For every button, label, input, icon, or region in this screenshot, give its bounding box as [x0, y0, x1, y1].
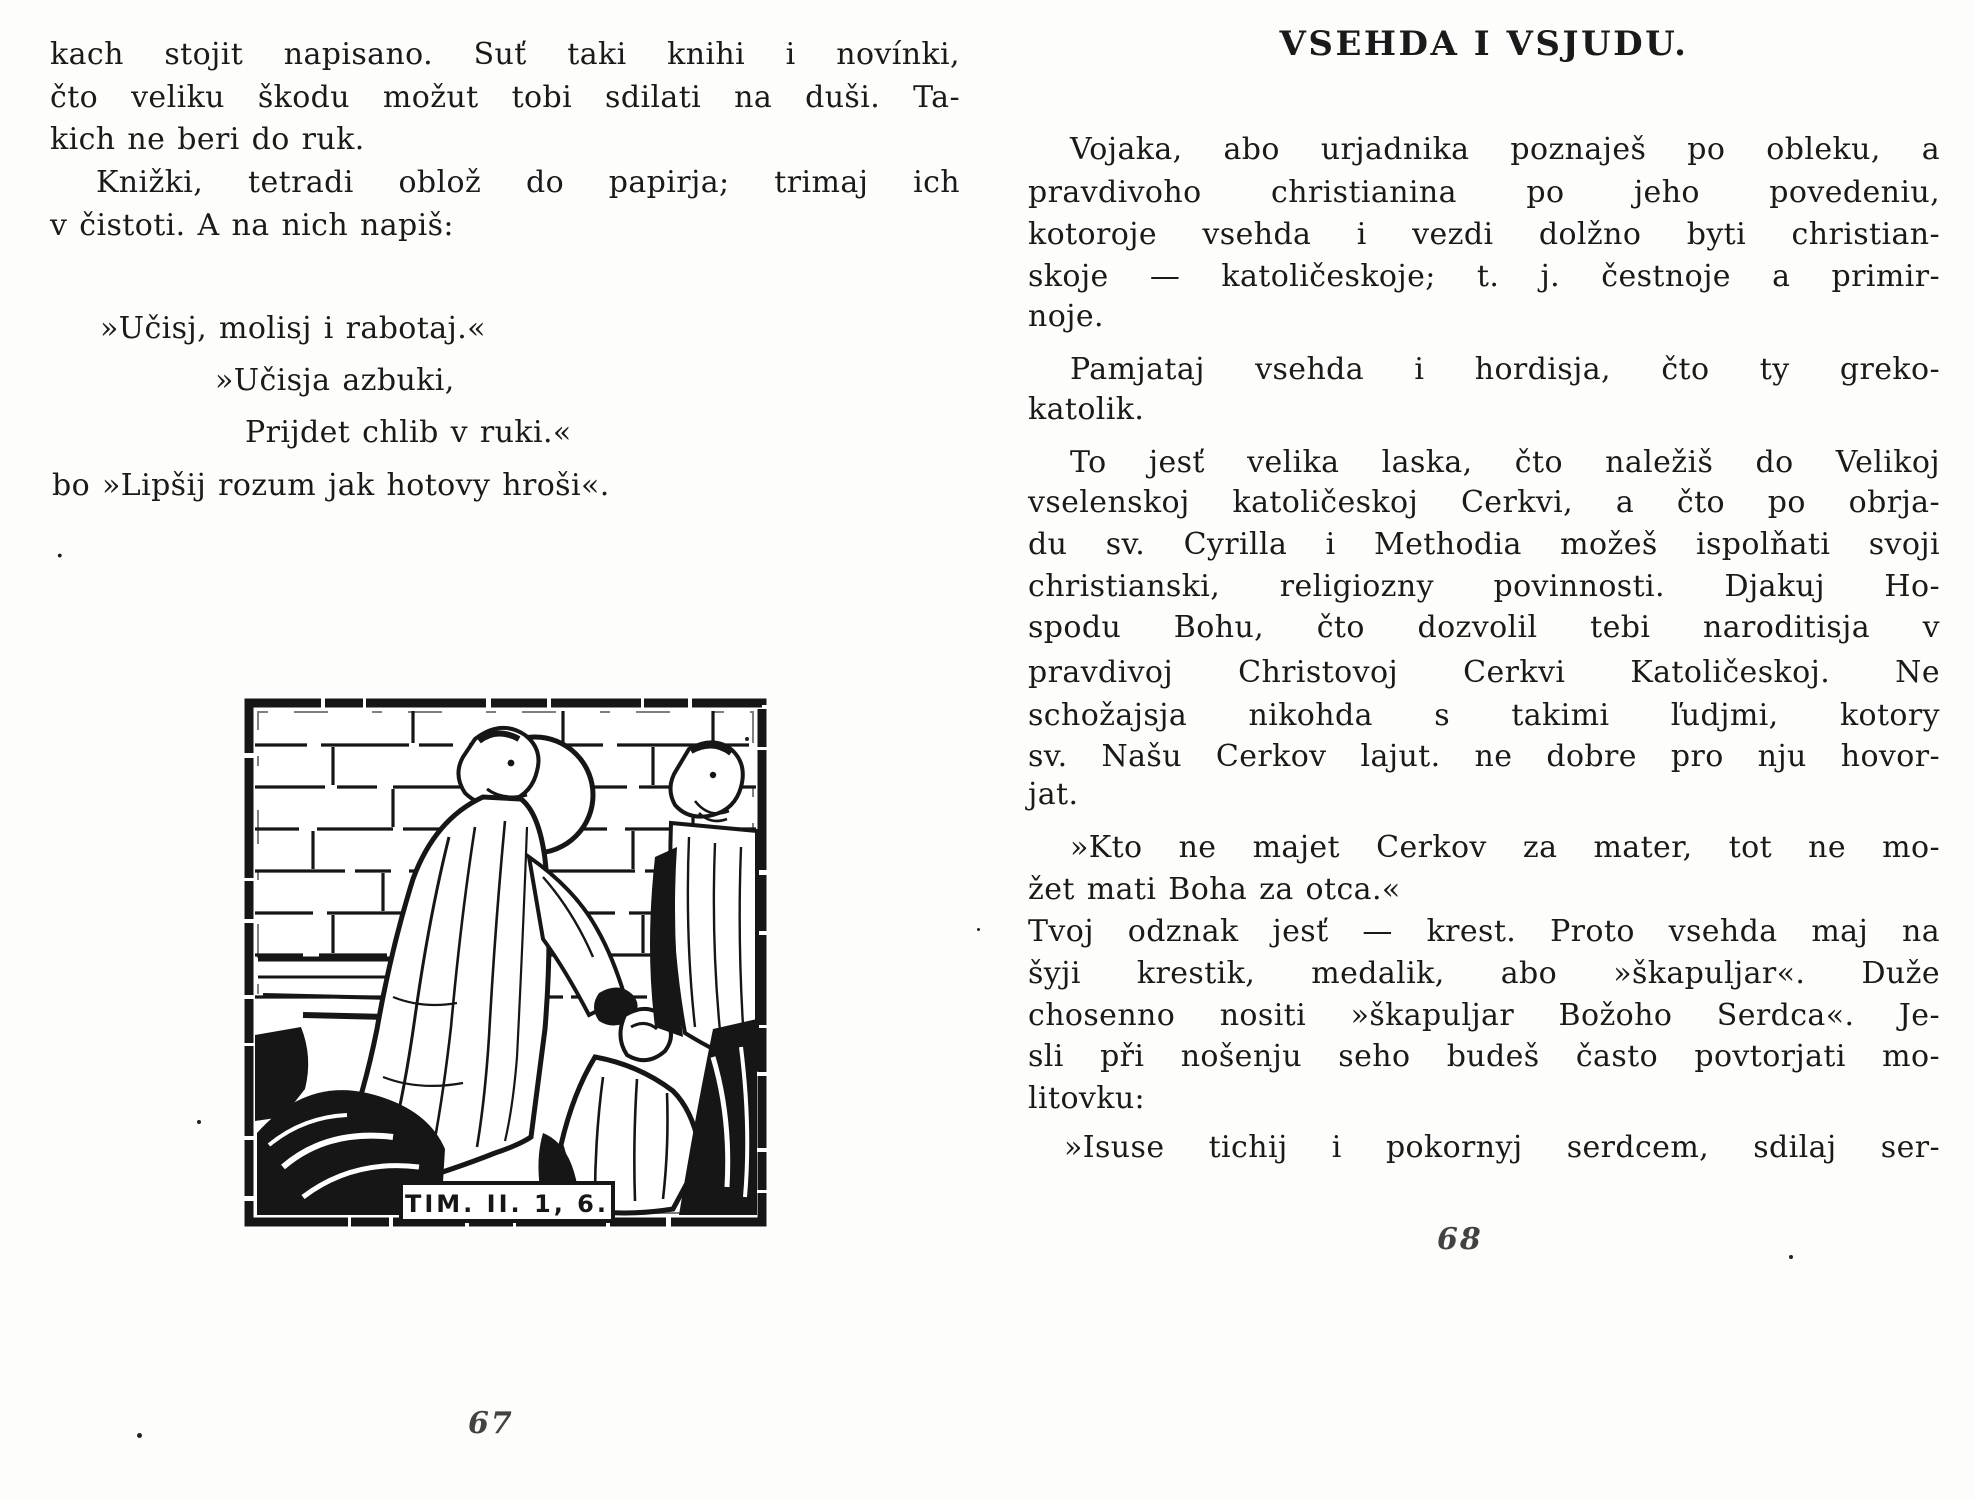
- text-line: christianski, religiozny povinnosti. Djakuj Ho-: [1028, 569, 1940, 604]
- text-line: chosenno nositi »škapuljar Božoho Serdca«. Je-: [1028, 998, 1940, 1033]
- text-line: kich ne beri do ruk.: [50, 122, 365, 157]
- ink-speck: [977, 928, 980, 931]
- text-line: »Učisja azbuki,: [215, 363, 455, 398]
- text-line: žet mati Boha za otca.«: [1028, 872, 1401, 907]
- ink-speck: [137, 1433, 142, 1438]
- text-line: Pamjataj vsehda i hordisja, čto ty greko-: [1070, 352, 1940, 387]
- text-line: schožajsja nikohda s takimi ľudjmi, kotory: [1028, 698, 1940, 733]
- text-line: To jesť velika laska, čto naležiš do Velikoj: [1070, 445, 1940, 480]
- text-line: Tvoj odznak jesť — krest. Proto vsehda maj na: [1028, 914, 1940, 949]
- text-line: »Učisj, molisj i rabotaj.«: [100, 311, 486, 346]
- text-line: v čistoti. A na nich napiš:: [50, 208, 454, 243]
- page-number-left: 67: [468, 1406, 514, 1441]
- ink-speck: [745, 737, 749, 741]
- text-line: sli při nošenju seho budeš často povtorjati mo-: [1028, 1039, 1940, 1074]
- text-line: vselenskoj katoličeskoj Cerkvi, a čto po obrja-: [1028, 485, 1940, 520]
- text-line: bo »Lipšij rozum jak hotovy hroši«.: [52, 468, 610, 503]
- text-line: Vojaka, abo urjadnika poznaješ po obleku, a: [1070, 132, 1940, 167]
- text-line: kotoroje vsehda i vezdi dolžno byti christian-: [1028, 217, 1940, 252]
- text-line: .: [55, 530, 65, 565]
- text-line: kach stojit napisano. Suť taki knihi i novínki,: [50, 37, 960, 72]
- text-line: du sv. Cyrilla i Methodia možeš ispolňati svoji: [1028, 527, 1940, 562]
- text-line: spodu Bohu, čto dozvolil tebi naroditisja v: [1028, 610, 1940, 645]
- illustration-caption: TIM. II. 1, 6.: [405, 1190, 609, 1218]
- text-line: čto veliku škodu možut tobi sdilati na duši. Ta-: [50, 80, 960, 115]
- text-line: »Isuse tichij i pokornyj serdcem, sdilaj ser-: [1064, 1130, 1940, 1165]
- text-line: pravdivoj Christovoj Cerkvi Katoličeskoj. Ne: [1028, 655, 1940, 690]
- text-line: šyji krestik, medalik, abo »škapuljar«. Duže: [1028, 956, 1940, 991]
- ink-speck: [197, 1120, 201, 1124]
- text-line: sv. Našu Cerkov lajut. ne dobre pro nju hovor-: [1028, 739, 1940, 774]
- chapter-heading: VSEHDA I VSJUDU.: [1279, 24, 1689, 64]
- text-line: noje.: [1028, 299, 1104, 334]
- text-line: Prijdet chlib v ruki.«: [245, 415, 572, 450]
- page-number-right: 68: [1437, 1222, 1483, 1257]
- text-line: »Kto ne majet Cerkov za mater, tot ne mo-: [1070, 830, 1940, 865]
- text-line: katolik.: [1028, 392, 1145, 427]
- ink-speck: [1789, 1255, 1793, 1259]
- text-line: Knižki, tetradi oblož do papirja; trimaj ich: [96, 165, 960, 200]
- text-line: litovku:: [1028, 1081, 1146, 1116]
- text-line: jat.: [1028, 777, 1079, 812]
- text-line: skoje — katoličeskoje; t. j. čestnoje a primir-: [1028, 259, 1940, 294]
- text-line: pravdivoho christianina po jeho povedeniu,: [1028, 175, 1940, 210]
